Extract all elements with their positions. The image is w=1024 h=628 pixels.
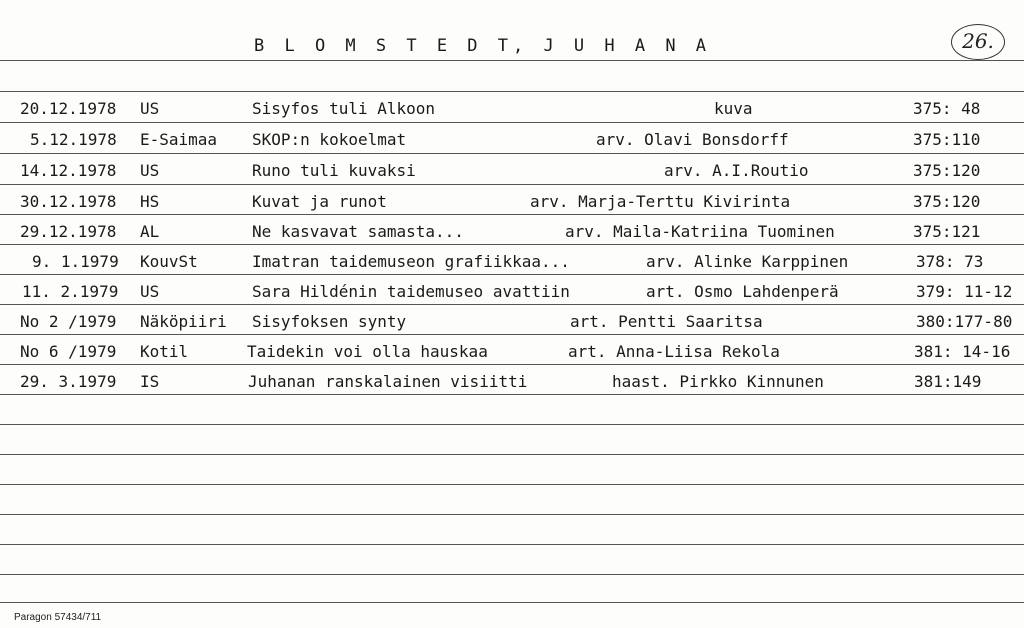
rule-line xyxy=(0,484,1024,485)
entry-role: art. Pentti Saaritsa xyxy=(570,312,763,331)
entry-ref: 375:120 xyxy=(913,192,981,211)
card-heading: B L O M S T E D T, J U H A N A xyxy=(254,36,712,56)
entry-date: 14.12.1978 xyxy=(20,161,117,180)
entry-date: 9. 1.1979 xyxy=(32,252,119,271)
entry-date: 29.12.1978 xyxy=(20,222,117,241)
rule-line xyxy=(0,602,1024,603)
entry-title: Sisyfos tuli Alkoon xyxy=(252,99,436,118)
entry-source: IS xyxy=(140,372,160,391)
card-footer-imprint: Paragon 57434/711 xyxy=(14,612,102,623)
entry-title: Kuvat ja runot xyxy=(252,192,387,211)
entry-source: Kotil xyxy=(140,342,189,361)
entry-role: arv. Maila-Katriina Tuominen xyxy=(565,222,835,241)
rule-line xyxy=(0,454,1024,455)
entry-source: US xyxy=(140,161,160,180)
entry-date: 11. 2.1979 xyxy=(22,282,119,301)
entry-row xyxy=(0,92,1024,122)
entry-ref: 375:120 xyxy=(913,161,981,180)
entry-row xyxy=(0,275,1024,305)
entry-ref: 378: 73 xyxy=(916,252,984,271)
entry-title: Taidekin voi olla hauskaa xyxy=(247,342,488,361)
entry-source: AL xyxy=(140,222,160,241)
entry-date: No 6 /1979 xyxy=(20,342,117,361)
entry-row xyxy=(0,245,1024,275)
rule-line xyxy=(0,574,1024,575)
entry-source: HS xyxy=(140,192,160,211)
entry-title: Sara Hildénin taidemuseo avattiin xyxy=(252,282,570,301)
entry-title: SKOP:n kokoelmat xyxy=(252,130,407,149)
entry-role: kuva xyxy=(714,99,753,118)
entry-ref: 381: 14-16 xyxy=(914,342,1011,361)
entry-date: 30.12.1978 xyxy=(20,192,117,211)
entry-row xyxy=(0,365,1024,395)
entry-role: arv. Alinke Karppinen xyxy=(646,252,849,271)
entry-ref: 375:110 xyxy=(913,130,981,149)
entry-date: No 2 /1979 xyxy=(20,312,117,331)
entry-row xyxy=(0,215,1024,245)
rule-line xyxy=(0,514,1024,515)
entry-title: Ne kasvavat samasta... xyxy=(252,222,464,241)
entry-title: Sisyfoksen synty xyxy=(252,312,407,331)
entry-row xyxy=(0,335,1024,365)
entry-title: Juhanan ranskalainen visiitti xyxy=(248,372,528,391)
rule-line xyxy=(0,544,1024,545)
entry-source: E-Saimaa xyxy=(140,130,218,149)
entry-ref: 379: 11-12 xyxy=(916,282,1013,301)
entry-title: Imatran taidemuseon grafiikkaa... xyxy=(252,252,570,271)
entry-source: KouvSt xyxy=(140,252,198,271)
entry-role: arv. A.I.Routio xyxy=(664,161,809,180)
entry-row xyxy=(0,154,1024,184)
entry-ref: 375:121 xyxy=(913,222,981,241)
entry-title: Runo tuli kuvaksi xyxy=(252,161,416,180)
entry-role: arv. Olavi Bonsdorff xyxy=(596,130,789,149)
entry-date: 20.12.1978 xyxy=(20,99,117,118)
rule-line xyxy=(0,424,1024,425)
entry-ref: 375: 48 xyxy=(913,99,981,118)
entry-source: Näköpiiri xyxy=(140,312,227,331)
entry-date: 29. 3.1979 xyxy=(20,372,117,391)
card-number-circle: 26. xyxy=(951,24,1005,60)
rule-line xyxy=(0,60,1024,61)
entry-row xyxy=(0,123,1024,153)
entry-row xyxy=(0,305,1024,335)
entry-date: 5.12.1978 xyxy=(30,130,117,149)
entry-role: art. Osmo Lahdenperä xyxy=(646,282,839,301)
entry-row xyxy=(0,185,1024,215)
entry-source: US xyxy=(140,99,160,118)
entry-role: haast. Pirkko Kinnunen xyxy=(612,372,824,391)
entry-role: art. Anna-Liisa Rekola xyxy=(568,342,780,361)
entry-ref: 380:177-80 xyxy=(916,312,1013,331)
entry-source: US xyxy=(140,282,160,301)
entry-role: arv. Marja-Terttu Kivirinta xyxy=(530,192,791,211)
entry-ref: 381:149 xyxy=(914,372,982,391)
